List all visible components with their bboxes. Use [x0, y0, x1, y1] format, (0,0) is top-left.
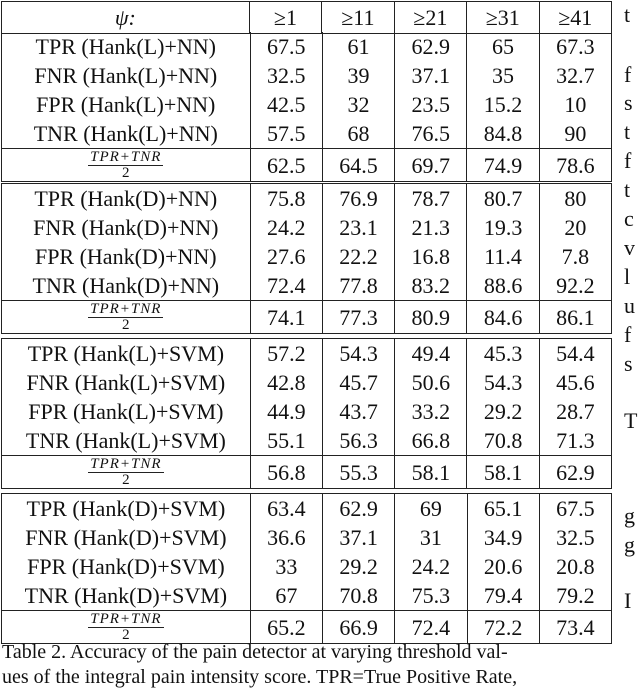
value-cell: 80	[539, 184, 611, 214]
table-row	[2, 368, 612, 397]
value-cell: 61	[322, 32, 394, 61]
row-label: FPR (Hank(L)+SVM)	[2, 397, 251, 426]
table-group	[1, 183, 612, 334]
table-row	[2, 552, 612, 581]
value-cell: 76.9	[322, 184, 394, 214]
value-cell: 57.2	[250, 339, 322, 369]
row-label: TPR (Hank(D)+NN)	[2, 184, 251, 214]
fraction-numerator: TPR+TNR	[90, 456, 162, 473]
average-value: 58.1	[467, 456, 539, 489]
value-cell: 77.8	[322, 271, 394, 301]
row-label: TNR (Hank(L)+NN)	[2, 119, 251, 149]
average-value: 72.2	[467, 611, 539, 644]
value-cell: 37.1	[395, 61, 467, 90]
value-cell: 90	[539, 119, 611, 149]
table-row	[2, 523, 612, 552]
value-cell: 43.7	[322, 397, 394, 426]
average-value: 77.3	[322, 301, 394, 334]
side-text-fragment: l	[624, 264, 631, 289]
value-cell: 68	[322, 119, 394, 149]
value-cell: 57.5	[250, 119, 322, 149]
side-text-fragment: u	[624, 293, 635, 318]
value-cell: 23.5	[395, 90, 467, 119]
average-value: 78.6	[539, 149, 611, 182]
value-cell: 20	[539, 213, 611, 242]
value-cell: 23.1	[322, 213, 394, 242]
average-value: 65.2	[250, 611, 322, 644]
average-value: 72.4	[395, 611, 467, 644]
value-cell: 29.2	[467, 397, 539, 426]
side-text-fragment: T	[624, 408, 638, 433]
row-label: TPR (Hank(L)+NN)	[2, 32, 251, 61]
value-cell: 54.4	[539, 339, 611, 369]
value-cell: 54.3	[322, 339, 394, 369]
value-cell: 31	[395, 523, 467, 552]
value-cell: 70.8	[323, 581, 395, 611]
value-cell: 33.2	[395, 397, 467, 426]
value-cell: 54.3	[467, 368, 539, 397]
value-cell: 32	[322, 90, 394, 119]
value-cell: 35	[467, 61, 539, 90]
average-value: 84.6	[467, 301, 539, 334]
fraction	[88, 150, 163, 181]
average-value: 55.3	[322, 456, 394, 489]
table-row	[2, 213, 612, 242]
value-cell: 45.7	[322, 368, 394, 397]
value-cell: 16.8	[395, 242, 467, 271]
average-label	[2, 456, 251, 489]
value-cell: 24.2	[395, 552, 467, 581]
value-cell: 42.5	[250, 90, 322, 119]
side-text-fragment: s	[624, 90, 633, 115]
value-cell: 49.4	[395, 339, 467, 369]
table-row	[2, 119, 612, 149]
side-text-fragment: g	[624, 532, 635, 557]
value-cell: 88.6	[467, 271, 539, 301]
header-table	[1, 1, 612, 34]
fraction	[88, 457, 163, 488]
value-cell: 22.2	[322, 242, 394, 271]
value-cell: 15.2	[467, 90, 539, 119]
value-cell: 67	[250, 581, 322, 611]
value-cell: 67.3	[539, 32, 611, 61]
side-text-fragment: v	[624, 235, 635, 260]
row-label: TPR (Hank(L)+SVM)	[2, 339, 251, 369]
fraction	[88, 302, 163, 333]
value-cell: 42.8	[250, 368, 322, 397]
side-text-fragment: t	[624, 2, 631, 27]
value-cell: 67.5	[250, 32, 322, 61]
value-cell: 56.3	[322, 426, 394, 456]
fraction-denominator: 2	[122, 317, 130, 334]
row-label: FPR (Hank(D)+SVM)	[2, 552, 251, 581]
value-cell: 27.6	[250, 242, 322, 271]
average-value: 66.9	[323, 611, 395, 644]
value-cell: 32.5	[250, 61, 322, 90]
value-cell: 20.8	[539, 552, 611, 581]
value-cell: 21.3	[395, 213, 467, 242]
value-cell: 45.6	[539, 368, 611, 397]
side-text-fragment: g	[624, 503, 635, 528]
row-label: TNR (Hank(D)+NN)	[2, 271, 251, 301]
value-cell: 7.8	[539, 242, 611, 271]
fraction-numerator: TPR+TNR	[90, 149, 162, 166]
value-cell: 69	[395, 494, 467, 524]
average-value: 74.9	[467, 149, 539, 182]
average-value: 56.8	[250, 456, 322, 489]
side-text-fragment: f	[624, 322, 632, 347]
value-cell: 19.3	[467, 213, 539, 242]
value-cell: 66.8	[395, 426, 467, 456]
value-cell: 70.8	[467, 426, 539, 456]
average-value: 62.5	[250, 149, 322, 182]
side-text-fragment: t	[624, 119, 631, 144]
average-value: 80.9	[395, 301, 467, 334]
value-cell: 75.3	[395, 581, 467, 611]
value-cell: 65.1	[467, 494, 539, 524]
value-cell: 92.2	[539, 271, 611, 301]
value-cell: 24.2	[250, 213, 322, 242]
caption-line: Table 2. Accuracy of the pain detector at varying threshold val-	[2, 641, 508, 663]
row-label: FNR (Hank(D)+NN)	[2, 213, 251, 242]
row-label: TNR (Hank(D)+SVM)	[2, 581, 251, 611]
header-threshold: ≥11	[322, 2, 394, 34]
value-cell: 72.4	[250, 271, 322, 301]
average-value: 64.5	[322, 149, 394, 182]
value-cell: 55.1	[250, 426, 322, 456]
header-threshold: ≥21	[394, 2, 466, 34]
side-text-fragment: s	[624, 351, 633, 376]
value-cell: 75.8	[250, 184, 322, 214]
average-label	[2, 149, 251, 182]
fraction-denominator: 2	[122, 472, 130, 489]
table-row	[2, 581, 612, 611]
value-cell: 80.7	[467, 184, 539, 214]
fraction	[88, 612, 163, 643]
header-threshold: ≥1	[249, 2, 321, 34]
value-cell: 79.2	[539, 581, 611, 611]
table-caption	[2, 640, 602, 690]
side-text-fragment: c	[624, 206, 634, 231]
fraction-numerator: TPR+TNR	[90, 611, 162, 628]
value-cell: 63.4	[250, 494, 322, 524]
value-cell: 84.8	[467, 119, 539, 149]
value-cell: 36.6	[250, 523, 322, 552]
value-cell: 39	[322, 61, 394, 90]
value-cell: 79.4	[467, 581, 539, 611]
table-row	[2, 32, 612, 61]
value-cell: 50.6	[395, 368, 467, 397]
value-cell: 78.7	[395, 184, 467, 214]
value-cell: 65	[467, 32, 539, 61]
table-row	[2, 397, 612, 426]
side-text-fragment: I	[624, 588, 632, 613]
row-label: FPR (Hank(L)+NN)	[2, 90, 251, 119]
value-cell: 33	[250, 552, 322, 581]
table-row	[2, 90, 612, 119]
value-cell: 32.7	[539, 61, 611, 90]
table-row	[2, 271, 612, 301]
fraction-numerator: TPR+TNR	[90, 301, 162, 318]
row-label: FNR (Hank(L)+SVM)	[2, 368, 251, 397]
table-row	[2, 339, 612, 369]
table-row	[2, 184, 612, 214]
value-cell: 44.9	[250, 397, 322, 426]
value-cell: 62.9	[395, 32, 467, 61]
average-row	[2, 149, 612, 182]
row-label: TPR (Hank(D)+SVM)	[2, 494, 251, 524]
average-value: 74.1	[250, 301, 322, 334]
table-row	[2, 426, 612, 456]
value-cell: 67.5	[539, 494, 611, 524]
average-row	[2, 301, 612, 334]
row-label: FPR (Hank(D)+NN)	[2, 242, 251, 271]
side-text-fragment: t	[624, 177, 631, 202]
value-cell: 76.5	[395, 119, 467, 149]
value-cell: 20.6	[467, 552, 539, 581]
header-row	[2, 2, 612, 34]
average-row	[2, 456, 612, 489]
average-value: 62.9	[539, 456, 611, 489]
fraction-denominator: 2	[122, 165, 130, 182]
caption-line: ues of the integral pain intensity score. TPR=True Positive Rate,	[2, 666, 518, 688]
side-text-fragment: f	[624, 148, 632, 173]
value-cell: 10	[539, 90, 611, 119]
value-cell: 62.9	[323, 494, 395, 524]
value-cell: 28.7	[539, 397, 611, 426]
average-label	[2, 301, 251, 334]
table-row	[2, 61, 612, 90]
fraction-denominator: 2	[122, 627, 130, 644]
row-label: TNR (Hank(L)+SVM)	[2, 426, 251, 456]
value-cell: 32.5	[539, 523, 611, 552]
value-cell: 29.2	[323, 552, 395, 581]
average-value: 73.4	[539, 611, 611, 644]
value-cell: 83.2	[395, 271, 467, 301]
table-group	[1, 338, 612, 489]
value-cell: 71.3	[539, 426, 611, 456]
table-group	[1, 493, 612, 644]
average-value: 69.7	[395, 149, 467, 182]
value-cell: 34.9	[467, 523, 539, 552]
average-value: 86.1	[539, 301, 611, 334]
average-label	[2, 611, 251, 644]
table-row	[2, 494, 612, 524]
row-label: FNR (Hank(L)+NN)	[2, 61, 251, 90]
average-row	[2, 611, 612, 644]
header-threshold: ≥31	[467, 2, 539, 34]
value-cell: 11.4	[467, 242, 539, 271]
header-psi: ψ:	[2, 2, 250, 34]
value-cell: 45.3	[467, 339, 539, 369]
table-row	[2, 242, 612, 271]
table-group	[1, 32, 612, 182]
average-value: 58.1	[395, 456, 467, 489]
row-label: FNR (Hank(D)+SVM)	[2, 523, 251, 552]
side-text-fragment: f	[624, 62, 632, 87]
value-cell: 37.1	[323, 523, 395, 552]
header-threshold: ≥41	[539, 2, 612, 34]
